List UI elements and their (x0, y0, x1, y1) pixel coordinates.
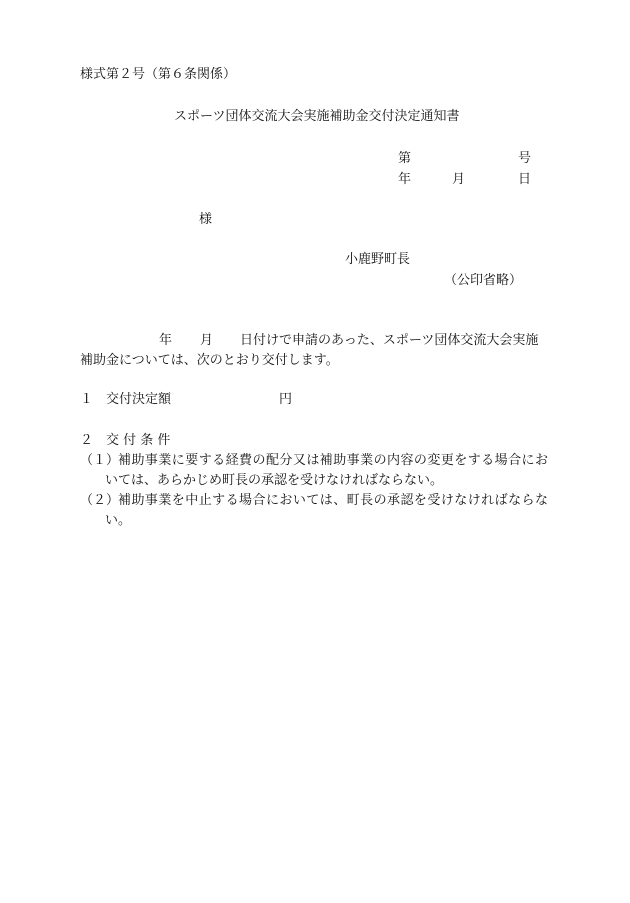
condition-2-number: （２） (80, 493, 120, 508)
amount-label: １ 交付決定額 (80, 392, 172, 407)
condition-2-line1: 補助事業を中止する場合においては、町長の承認を受けなければならな (118, 493, 548, 508)
doc-number-prefix: 第 (398, 151, 412, 166)
doc-date-day: 日 (518, 172, 532, 187)
body-month: 月 (200, 333, 214, 348)
condition-2-line2: い。 (105, 513, 132, 528)
form-label: 様式第２号（第６条関係） (80, 67, 237, 82)
issuer-name: 小鹿野町長 (345, 252, 411, 267)
seal-note: （公印省略） (444, 273, 523, 288)
body-line2: 補助金については、次のとおり交付します。 (80, 353, 339, 368)
doc-number-suffix: 号 (518, 151, 532, 166)
body-line1: 日付けで申請のあった、スポーツ団体交流大会実施 (240, 333, 539, 348)
doc-date-month: 月 (452, 172, 466, 187)
doc-date-year: 年 (398, 172, 412, 187)
document-title: スポーツ団体交流大会実施補助金交付決定通知書 (174, 109, 460, 124)
condition-1-line2: いては、あらかじめ町長の承認を受けなければならない。 (105, 473, 444, 488)
conditions-heading: ２ 交 付 条 件 (80, 433, 171, 448)
condition-1-line1: 補助事業に要する経費の配分又は補助事業の内容の変更をする場合にお (118, 453, 548, 468)
body-year: 年 (159, 333, 173, 348)
addressee-suffix: 様 (199, 212, 213, 227)
condition-1-number: （１） (80, 453, 120, 468)
amount-unit: 円 (279, 392, 293, 407)
